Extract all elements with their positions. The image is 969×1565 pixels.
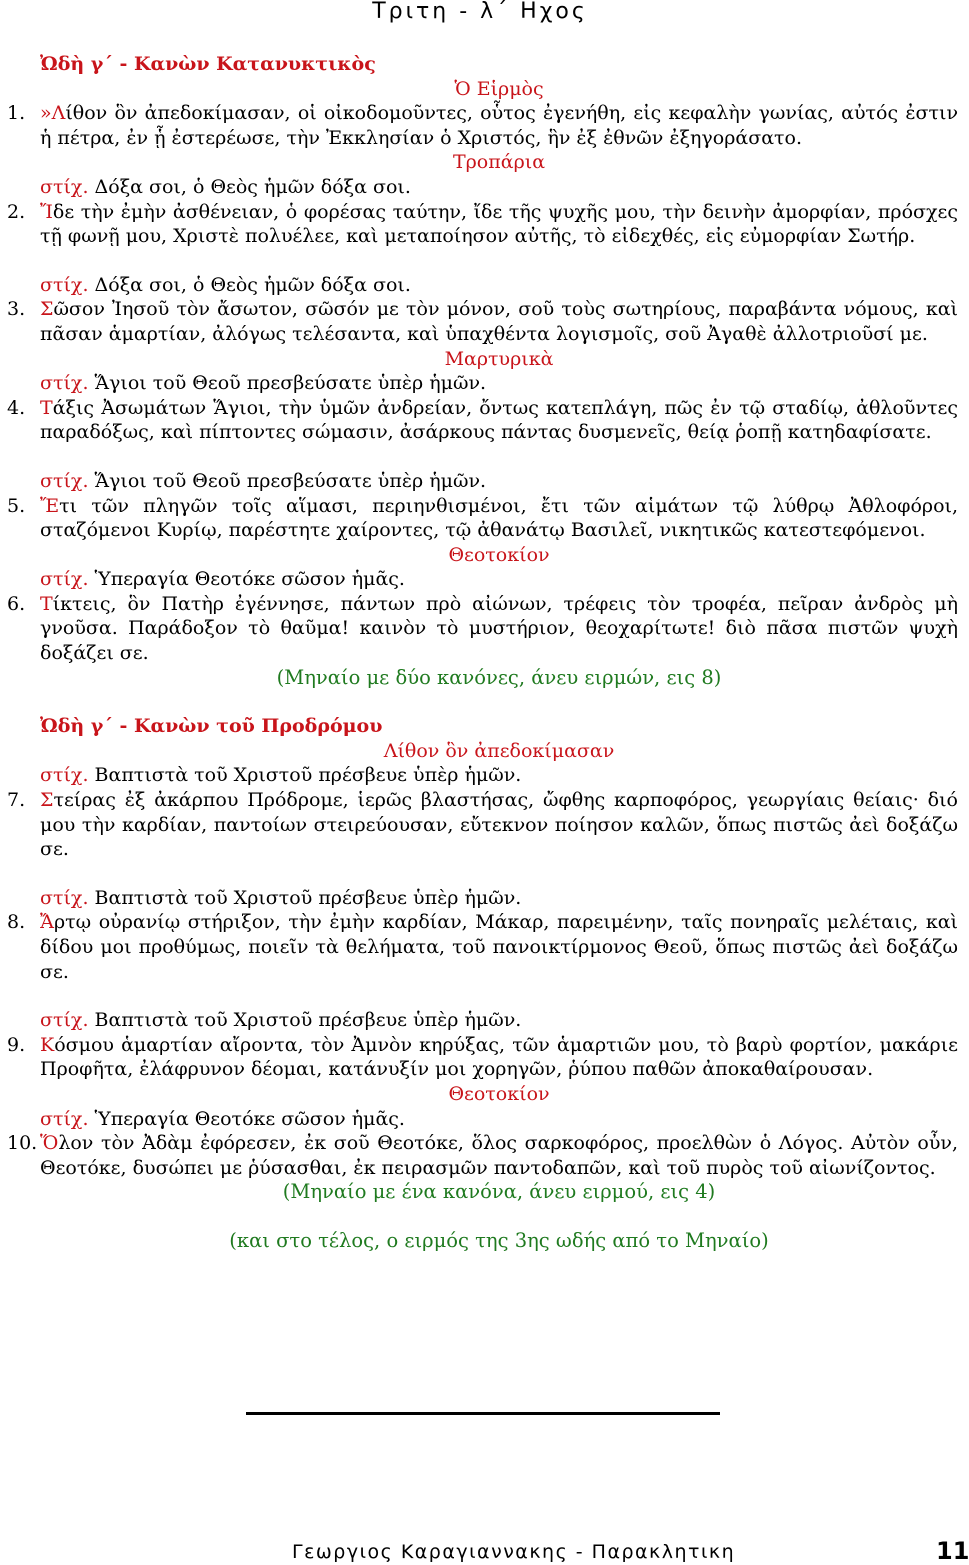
divider-rule [246,1412,720,1415]
stichos: στίχ. Ἅγιοι τοῦ Θεοῦ πρεσβεύσατε ὑπὲρ ἡμῶν. [40,469,487,492]
menaion-note-2: (Μηναίο με ένα κανόνα, άνευ ειρμού, εις 4) [282,1180,716,1204]
page-number: 11 [936,1537,969,1565]
menaion-note-3: (και στο τέλος, ο ειρμός της 3ης ωδής από το Μηναίο) [229,1228,769,1252]
stichos: στίχ. Ὑπεραγία Θεοτόκε σῶσον ἡμᾶς. [40,568,405,591]
ode-title-prodromos: Ὠδὴ γ΄ - Κανὼν τοῦ Προδρόμου [40,715,383,738]
main-text [7,52,958,1254]
stichos: στίχ. Ἅγιοι τοῦ Θεοῦ πρεσβεύσατε ὑπὲρ ἡμῶν. [40,372,487,395]
stichos: στίχ. Βαπτιστὰ τοῦ Χριστοῦ πρέσβευε ὑπὲρ ἡμῶν. [40,764,522,787]
irmos-label-prodromos: Λίθον ὃν ἀπεδοκίμασαν [383,739,615,762]
verse-1 [7,101,958,150]
verse-2: 2. Ἴδε τὴν ἐμὴν ἀσθένειαν, ὁ φορέσας ταύτην, ἴδε τῆς ψυχῆς μου, τὴν δεινὴν ἀμορφίαν, πρόσχες τῇ φωνῇ μου, Χριστὲ πολυέλεε, καὶ μεταποίησον αὐτῆς, τὸ εἰδεχθές, εἰς εὐμορφίαν Σωτήρ. [7,200,958,248]
martyrika-label: Μαρτυρικὰ [444,347,554,370]
theotokion-label: Θεοτοκίον [448,543,550,566]
verse-3: 3. Σῶσον Ἰησοῦ τὸν ἄσωτον, σῶσόν με τὸν μόνον, σοῦ τοὺς σωτηρίους, παραβάντα νόμους, καὶ πᾶσαν ἁμαρτίαν, ἀλόγως τελέσαντα, καὶ ὑπαχθέντα λογισμοῖς, σοῦ Ἀγαθὲ ἀλλοτριοῦσί με. [7,298,958,345]
stichos: στίχ. Δόξα σοι, ὁ Θεὸς ἡμῶν δόξα σοι. [40,175,411,198]
footer: Γεωργιος Καραγιαννακης - Παρακλητικη [292,1541,736,1563]
verse-7: 7. Στείρας ἐξ ἀκάρπου Πρόδρομε, ἱερῶς βλαστήσας, ὤφθης καρποφόρος, γεωργίαις θείαις· διό μου τὴν καρδίαν, παντοίων στειρεύουσαν, εὔτεκνον ποίησον καλῶν, ὅπως πιστῶς ἀεὶ δοξάζω σε. [7,789,958,861]
stichos: στίχ. Βαπτιστὰ τοῦ Χριστοῦ πρέσβευε ὑπὲρ ἡμῶν. [40,1009,522,1032]
stichos: στίχ. Βαπτιστὰ τοῦ Χριστοῦ πρέσβευε ὑπὲρ ἡμῶν. [40,886,522,909]
stichos: στίχ. Ὑπεραγία Θεοτόκε σῶσον ἡμᾶς. [40,1107,405,1130]
stichos: στίχ. Δόξα σοι, ὁ Θεὸς ἡμῶν δόξα σοι. [40,273,411,296]
verse-text: ίθον ὃν ἀπεδοκίμασαν, οἱ οἰκοδομοῦντες, οὗτος ἐγενήθη, εἰς κεφαλὴν γωνίας, αὐτός ἐστιν ἡ πέτρα, ἐν ᾗ ἐστερέωσε, τὴν Ἐκκλησίαν ὁ Χριστός, ἣν ἐξ ἐθνῶν ἐξηγοράσατο. [40,102,958,149]
verse-number: 1. [7,102,26,125]
running-header: Τριτη - λ΄ Ηχος [372,0,588,24]
ode-title: Ὠδὴ γ΄ - Κανὼν Κατανυκτικὸς [40,53,376,75]
verse-4: 4. Τάξις Ἀσωμάτων Ἅγιοι, τὴν ὑμῶν ἀνδρείαν, ὄντως κατεπλάγη, πῶς ἐν τῷ σταδίῳ, ἀθλοῦντες παραδόξως, καὶ πίπτοντες σώμασιν, ἀσάρκους πάντας δυσμενεῖς, θείᾳ ῥοπῇ κατηδαφίσατε. [7,396,958,444]
verse-initial: »Λ [40,102,66,125]
verse-5: 5. Ἔτι τῶν πληγῶν τοῖς αἵμασι, περιηνθισμένοι, ἔτι τῶν αἱμάτων τῷ λύθρῳ Ἀθλοφόροι, σταζόμενοι Κυρίῳ, παρέστητε χαίροντες, τῷ ἀθανάτῳ Βασιλεῖ, νικητικῶς κατεστεφόμενοι. [7,494,958,542]
irmos-label: Ὁ Εἱρμὸς [454,77,544,100]
verse-8: 8. Ἄρτῳ οὐρανίῳ στήριξον, τὴν ἐμὴν καρδίαν, Μάκαρ, παρειμένην, ταῖς πονηραῖς μελέταις, καὶ δίδου μοι προθύμως, ποιεῖν τὰ θελήματα, τοῦ πανοικτίρμονος Θεοῦ, ὅπως πιστῶς ἀεὶ δοξάζω σε. [7,911,958,983]
theotokion-label-2: Θεοτοκίον [448,1082,550,1105]
verse-9: 9. Κόσμου ἁμαρτίαν αἴροντα, τὸν Ἀμνὸν κηρύξας, τῶν ἁμαρτιῶν μου, τὸ βαρὺ φορτίον, μακάριε Προφῆτα, ἐλάφρυνον δέομαι, κατάνυξίν μοι χορηγῶν, ῥύπου παθῶν ἀποκαθαίρουσαν. [7,1033,958,1081]
verse-6: 6. Τίκτεις, ὃν Πατὴρ ἐγέννησε, πάντων πρὸ αἰώνων, τρέφεις τὸν τροφέα, πεῖραν ἀνδρὸς μὴ γνοῦσα. Παράδοξον τὸ θαῦμα! καινὸν τὸ μυστήριον, θεοχαρίτωτε! διὸ πᾶσα πιστῶν ψυχὴ δοξάζει σε. [7,592,958,665]
verse-10: 10. Ὅλον τὸν Ἀδὰμ ἐφόρεσεν, ἐκ σοῦ Θεοτόκε, ὅλος σαρκοφόρος, προελθὼν ὁ Λόγος. Αὐτὸν οὖν, Θεοτόκε, δυσώπει με ῥύσασθαι, ἐκ πειρασμῶν παντοδαπῶν, καὶ τοῦ πυρὸς τοῦ αἰωνίζοντος. [7,1132,958,1179]
menaion-note: (Μηναίο με δύο κανόνες, άνευ ειρμών, εις 8) [276,665,722,689]
troparia-label: Τροπάρια [452,151,546,174]
